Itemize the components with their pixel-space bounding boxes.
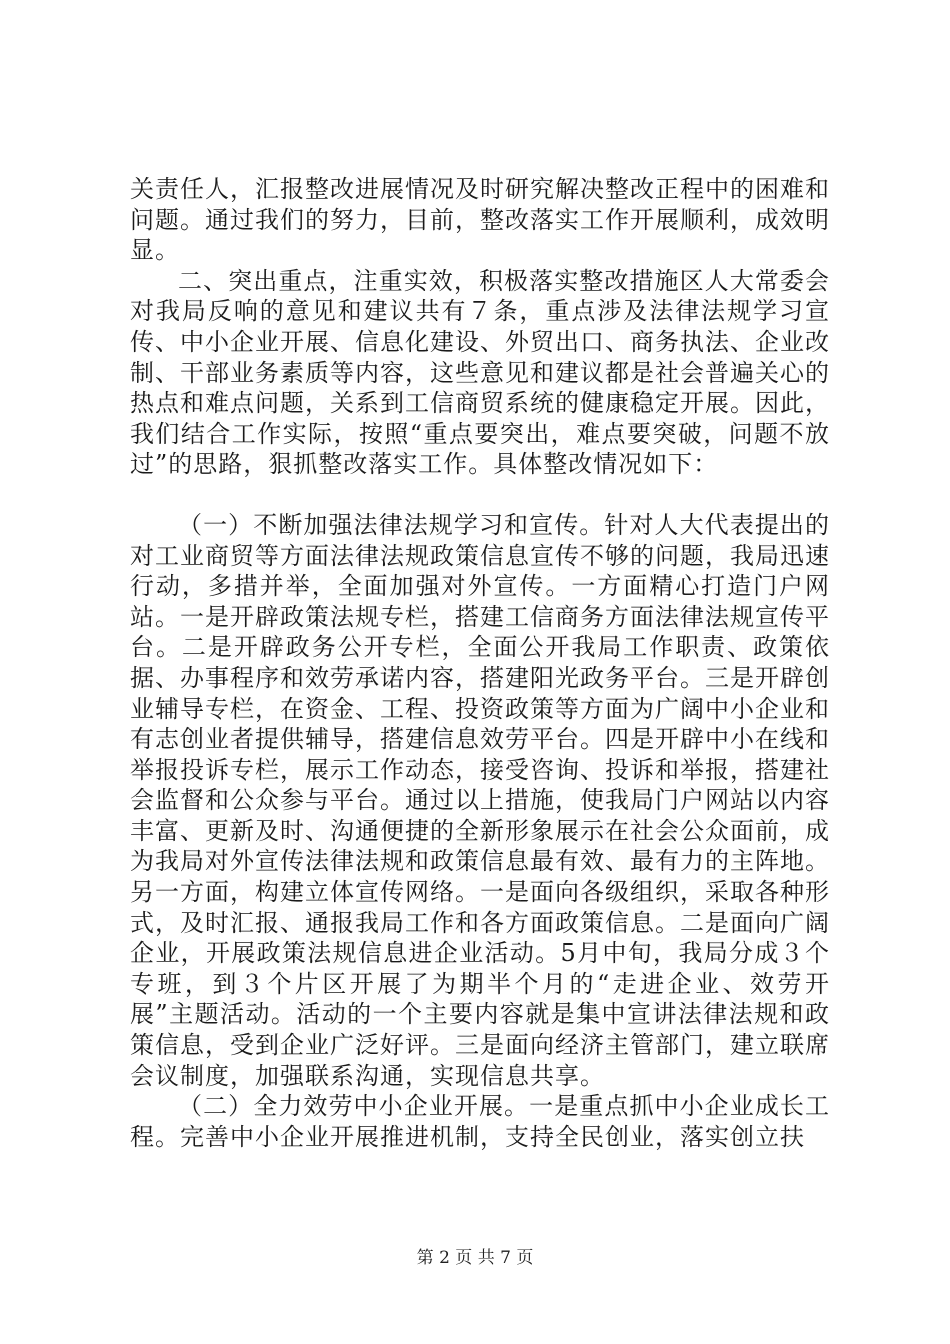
paragraph-continuation: 关责任人，汇报整改进展情况及时研究解决整改正程中的困难和问题。通过我们的努力，目前，整改落实工作开展顺利，成效明显。 bbox=[130, 175, 830, 265]
paragraph-item-two: （二）全力效劳中小企业开展。一是重点抓中小企业成长工程。完善中小企业开展推进机制，支持全民创业，落实创立扶 bbox=[130, 1092, 830, 1151]
paragraph-section-two: 二、突出重点，注重实效，积极落实整改措施区人大常委会对我局反响的意见和建议共有７条，重点涉及法律法规学习宣传、中小企业开展、信息化建设、外贸出口、商务执法、企业改制、干部业务素质等内容，这些意见和建议都是社会普遍关心的热点和难点问题，关系到工信商贸系统的健康稳定开展。因此，我们结合工作实际，按照“重点要突出，难点要突破，问题不放过”的思路，狠抓整改落实工作。具体整改情况如下： bbox=[130, 266, 830, 479]
document-body bbox=[130, 174, 830, 1152]
page-number-footer: 第 2 页 共 7 页 bbox=[416, 1248, 534, 1268]
paragraph-item-one: （一）不断加强法律法规学习和宣传。针对人大代表提出的对工业商贸等方面法律法规政策信息宣传不够的问题，我局迅速行动，多措并举，全面加强对外宣传。一方面精心打造门户网站。一是开辟政策法规专栏，搭建工信商务方面法律法规宣传平台。二是开辟政务公开专栏，全面公开我局工作职责、政策依据、办事程序和效劳承诺内容，搭建阳光政务平台。三是开辟创业辅导专栏，在资金、工程、投资政策等方面为广阔中小企业和有志创业者提供辅导，搭建信息效劳平台。四是开辟中小在线和举报投诉专栏，展示工作动态，接受咨询、投诉和举报，搭建社会监督和公众参与平台。通过以上措施，使我局门户网站以内容丰富、更新及时、沟通便捷的全新形象展示在社会公众面前，成为我局对外宣传法律法规和政策信息最有效、最有力的主阵地。另一方面，构建立体宣传网络。一是面向各级组织，采取各种形式，及时汇报、通报我局工作和各方面政策信息。二是面向广阔企业，开展政策法规信息进企业活动。5月中旬，我局分成３个专班，到３个片区开展了为期半个月的“走进企业、效劳开展”主题活动。活动的一个主要内容就是集中宣讲法律法规和政策信息，受到企业广泛好评。三是面向经济主管部门，建立联席会议制度，加强联系沟通，实现信息共享。 bbox=[130, 510, 830, 1090]
